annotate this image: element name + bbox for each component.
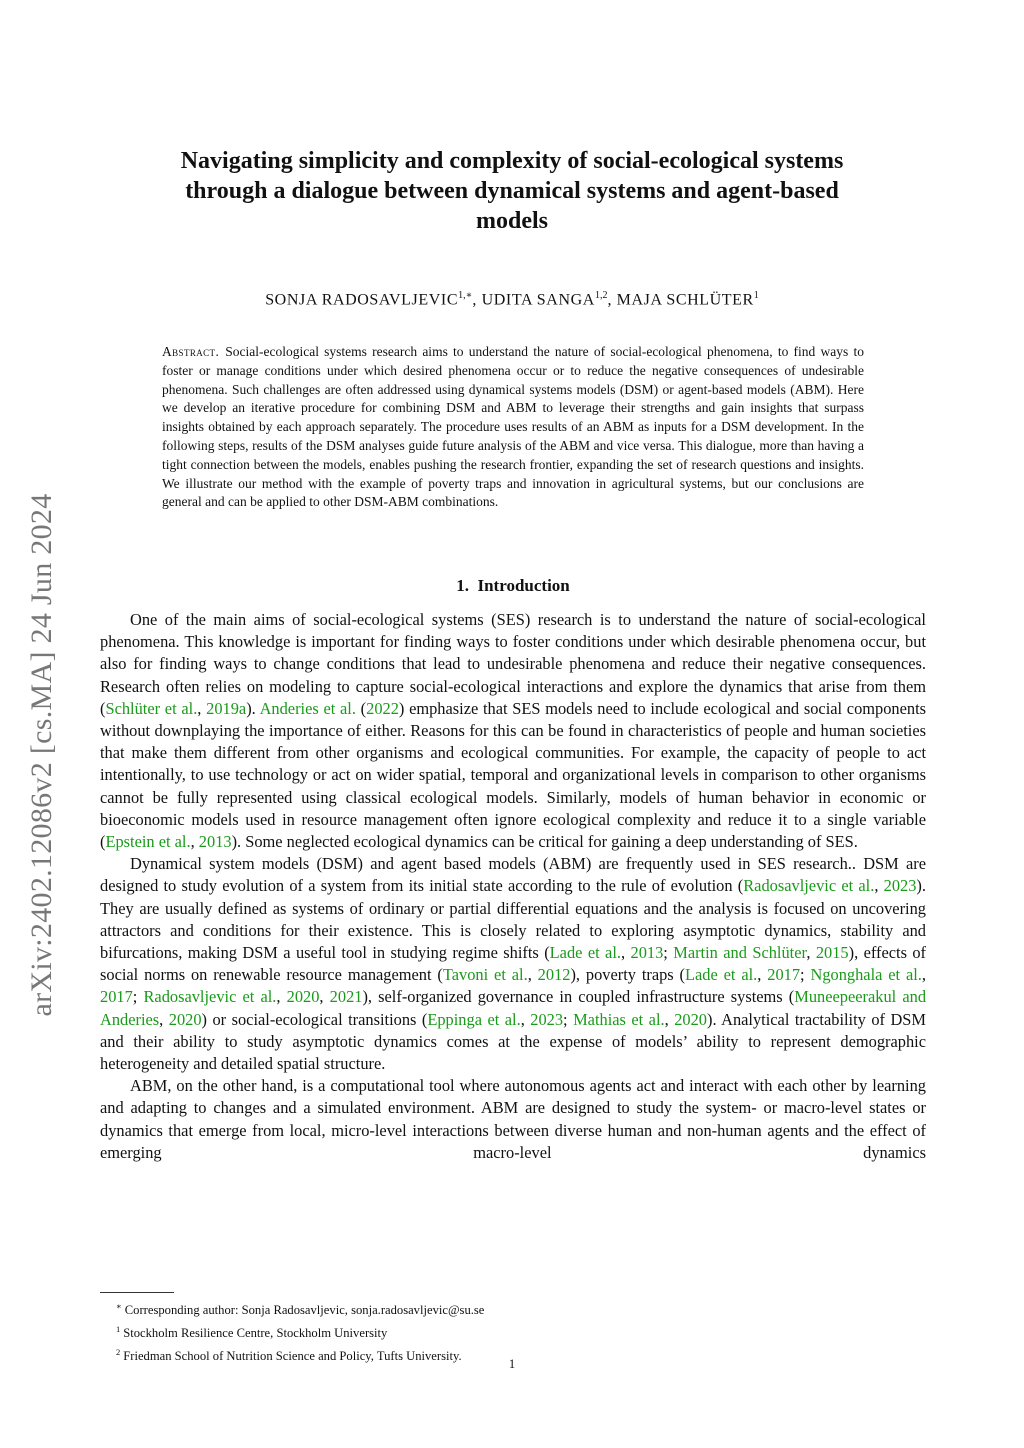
footnote [116, 1343, 484, 1366]
paragraph-text: ( [355, 698, 367, 718]
author-affiliation: 1 [753, 290, 759, 301]
paragraph-text: , [757, 965, 768, 985]
citation-link[interactable]: 2023 [530, 1009, 564, 1029]
paragraph [100, 1075, 926, 1164]
footnote [116, 1320, 484, 1343]
paragraph-text: , [527, 965, 538, 985]
paragraph-text: ). Analytical tractability of DSM and their ability to study asymptotic dynamics comes at the expense of models’ ability to represent demographic heterogeneity and detailed spatial structure. [100, 1009, 926, 1074]
citation-link[interactable]: Muneepeerakul and Anderies [100, 987, 927, 1029]
footnote-text: Corresponding author: Sonja Radosavljevic, sonja.radosavljevic@su.se [124, 1303, 485, 1318]
paper-title [112, 146, 912, 236]
author-name: UDITA SANGA [481, 291, 595, 309]
paragraph-text: , [197, 698, 207, 718]
citation-link[interactable]: 2013 [630, 943, 664, 963]
title-line: models [476, 208, 548, 234]
paragraph-text: Dynamical system models (DSM) and agent based models (ABM) are frequently used in SES research.. DSM are designed to study evolution of a system from its initial state according to the rule of evolution ( [100, 854, 926, 896]
citation-link[interactable]: 2020 [168, 1009, 202, 1029]
footnote-divider [100, 1292, 174, 1293]
author-name: MAJA SCHLÜTER [616, 291, 754, 309]
paragraph-text: , [190, 832, 199, 852]
author-name: SONJA RADOSAVLJEVIC [265, 291, 459, 309]
paragraph-text: ) or social-ecological transitions ( [201, 1009, 428, 1029]
citation-link[interactable]: Lade et al. [685, 965, 758, 985]
title-line: Navigating simplicity and complexity of social-ecological systems [180, 148, 844, 174]
abstract [162, 343, 864, 512]
paragraph-text: One of the main aims of social-ecological systems (SES) research is to understand the nature of social-ecological phenomena. This knowledge is important for finding ways to foster conditions under which desirable phenomena occur, but also for finding ways to change conditions that lead to undesirable phenomena and reduce their negative consequences. Research often relies on modeling to capture social-ecological interactions and explore the dynamics that arise from them ( [100, 610, 926, 718]
paragraph-text: ) emphasize that SES models need to include ecological and social components without downplaying the importance of either. Reasons for this can be found in characteristics of people and human societies that make them different from other organisms and ecological communities. For example, the capacity of people to act intentionally, to use technology or act on wider spatial, temporal and organizational levels in comparison to other organisms cannot be fully represented using classical ecological models. Similarly, models of human behavior in economic or bioeconomic models used in resource management often ignore ecological complexity and reduce it to a single variable ( [100, 698, 927, 852]
footnotes [116, 1297, 484, 1365]
title-line: through a dialogue between dynamical systems and agent-based [185, 178, 839, 204]
section-number: 1. [456, 576, 469, 595]
citation-link[interactable]: 2023 [883, 876, 917, 896]
author-affiliation: 1,∗ [458, 290, 473, 301]
author-list: SONJA $RADOSAVLJEVIC^{1,∗}$, UDITA SANGA$^{1,2}$, MAJA SCHLÜTER$^1$ [265, 290, 759, 309]
paragraph-text: , [620, 943, 631, 963]
paragraph-text: , [806, 943, 816, 963]
citation-link[interactable]: Martin and Schlüter [673, 943, 807, 963]
paragraph-text: ), self-organized governance in coupled infrastructure systems ( [362, 987, 795, 1007]
footnote [116, 1297, 484, 1320]
footnote-mark: 1 [116, 1323, 121, 1334]
citation-link[interactable]: Lade et al. [549, 943, 621, 963]
footnote-text: Stockholm Resilience Centre, Stockholm University [123, 1325, 388, 1340]
paragraph-text: , [520, 1009, 531, 1029]
citation-link[interactable]: 2017 [767, 965, 801, 985]
paragraph-text: ABM, on the other hand, is a computational tool where autonomous agents act and interact with each other by learning and adapting to changes and a simulated environment. ABM are designed to study the system- or macro-level states or dynamics that emerge from local, micro-level interactions between diverse human and non-human agents and the effect of emerging macro-level dynamics [100, 1076, 926, 1162]
citation-link[interactable]: Epstein et al. [105, 832, 191, 852]
paragraph-text: ). Some neglected ecological dynamics can be critical for gaining a deep understanding of SES. [231, 832, 858, 852]
abstract-text: Social-ecological systems research aims to understand the nature of social-ecological phenomena, to find ways to foster or manage conditions under which desired phenomena occur or to reduce the negative consequences of undesirable phenomena. Such challenges are often addressed using dynamical systems models (DSM) or agent-based models (ABM). Here we develop an iterative procedure for combining DSM and ABM to leverage their strengths and gain insights that surpass insights obtained by each approach separately. The procedure uses results of an ABM as inputs for a DSM development. In the following steps, results of the DSM analyses guide future analysis of the ABM and vice versa. This dialogue, more than having a tight connection between the models, enables pushing the research frontier, expanding the set of research questions and insights. We illustrate our method with the example of poverty traps and innovation in agricultural systems, but our conclusions are general and can be applied to other DSM-ABM combinations. [162, 344, 864, 510]
paragraph-text: , [874, 876, 884, 896]
citation-link[interactable]: 2017 [100, 987, 133, 1007]
footnote-mark: 2 [116, 1346, 121, 1357]
arxiv-identifier-text: arXiv:2402.12086v2 [cs.MA] 24 Jun 2024 [25, 493, 58, 1017]
citation-link[interactable]: 2021 [329, 987, 363, 1007]
body-text [100, 609, 926, 1164]
paragraph [100, 609, 926, 853]
citation-link[interactable]: Radosavljevic et al. [143, 987, 277, 1007]
paragraph-text: ), poverty traps ( [570, 965, 686, 985]
paragraph-text: , [921, 965, 927, 985]
arxiv-identifier [10, 445, 74, 1065]
paragraph-text: , [159, 1009, 169, 1029]
paragraph-text: ; [563, 1009, 574, 1029]
paragraph-text: ), effects of social norms on renewable resource management ( [100, 943, 927, 985]
citation-link[interactable]: 2013 [198, 832, 232, 852]
citation-link[interactable]: Mathias et al. [573, 1009, 665, 1029]
citation-link[interactable]: 2022 [366, 698, 399, 718]
footnote-mark: ∗ [116, 1301, 122, 1311]
citation-link[interactable]: Radosavljevic et al. [743, 876, 875, 896]
citation-link[interactable]: Tavoni et al. [442, 965, 528, 985]
section-title: Introduction [477, 576, 570, 595]
citation-link[interactable]: 2020 [674, 1009, 707, 1029]
citation-link[interactable]: 2012 [537, 965, 571, 985]
paragraph-text: , [319, 987, 330, 1007]
citation-link[interactable]: 2019a [206, 698, 247, 718]
paragraph-text: ). [246, 698, 260, 718]
paragraph-text: ). They are usually defined as systems of ordinary or partial differential equations and the analysis is focused on uncovering attractors and conditions for their existence. This is closely related to exploring asymptotic dynamics, stability and bifurcations, making DSM a useful tool in studying regime shifts ( [100, 876, 926, 963]
citation-link[interactable]: Eppinga et al. [427, 1009, 521, 1029]
paragraph-text: ; [132, 987, 144, 1007]
paragraph [100, 853, 926, 1075]
paragraph-text: , [664, 1009, 675, 1029]
section-heading [100, 576, 926, 596]
citation-link[interactable]: 2015 [815, 943, 849, 963]
citation-link[interactable]: Anderies et al. [259, 698, 356, 718]
page-number: 1 [508, 1357, 516, 1371]
footnote-text: Friedman School of Nutrition Science and Policy, Tufts University. [123, 1348, 462, 1363]
author-affiliation: 1,2 [594, 290, 608, 301]
citation-link[interactable]: 2020 [286, 987, 320, 1007]
paragraph-text: , [276, 987, 287, 1007]
abstract-label: Abstract. [162, 344, 220, 359]
citation-link[interactable]: Ngonghala et al. [810, 965, 922, 985]
citation-link[interactable]: Schlüter et al. [105, 698, 198, 718]
paragraph-text: ; [663, 943, 674, 963]
paragraph-text: ; [800, 965, 811, 985]
